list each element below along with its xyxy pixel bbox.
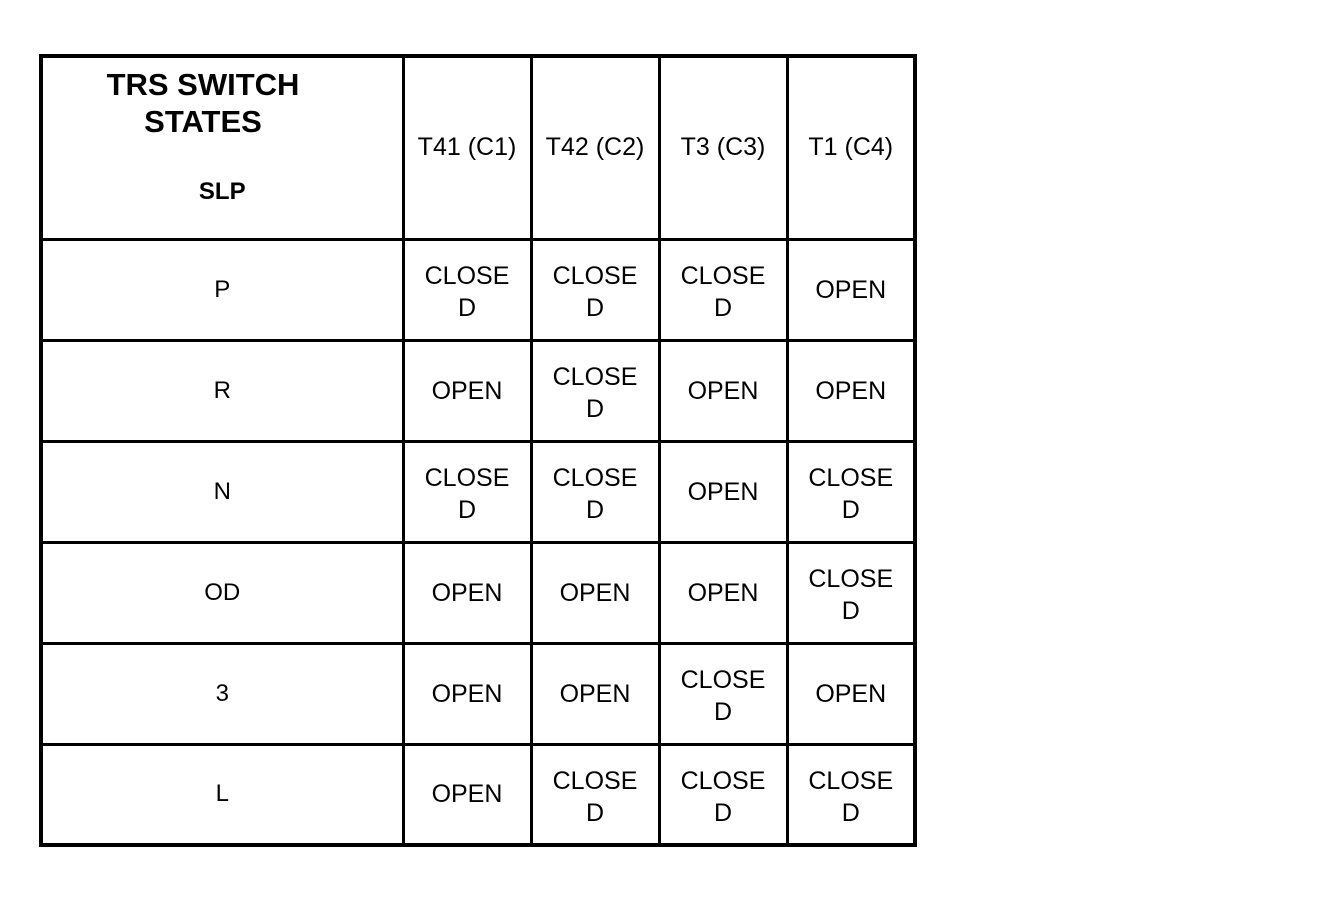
switch-state-text: OPEN [559,578,631,607]
slp-cell: L [41,744,403,845]
switch-state-text: OPEN [687,376,759,405]
switch-state-cell [403,643,531,744]
table-header-row [41,56,915,239]
switch-state-text: CLOSE D [680,766,766,827]
switch-state-text: OPEN [815,275,887,304]
switch-state-cell [659,643,787,744]
table-row [41,340,915,441]
switch-state-text: OPEN [687,578,759,607]
switch-state-text: CLOSE D [424,262,510,322]
switch-state-text: CLOSE D [808,766,894,827]
switch-state-cell [531,340,659,441]
switch-state-cell [659,239,787,340]
switch-state-text: OPEN [687,477,759,506]
table-title: TRS SWITCH STATES [106,67,300,139]
switch-state-cell [659,744,787,845]
slp-cell: P [41,239,403,340]
switch-state-cell [787,542,915,643]
switch-state-cell [787,744,915,845]
column-header-t3: T3 (C3) [659,56,787,239]
switch-state-cell [531,542,659,643]
slp-column-label: SLP [198,178,246,205]
slp-cell: N [41,441,403,542]
switch-state-text: CLOSE D [552,766,638,827]
switch-state-text: OPEN [431,578,503,607]
switch-state-text: CLOSE D [552,363,638,423]
corner-header-cell [41,56,403,239]
table-row [41,239,915,340]
switch-state-cell [531,643,659,744]
switch-state-cell [787,340,915,441]
switch-state-cell [403,441,531,542]
switch-state-text: OPEN [815,679,887,708]
switch-state-cell [403,542,531,643]
switch-state-text: OPEN [559,679,631,708]
switch-state-text: CLOSE D [808,464,894,524]
column-header-t41: T41 (C1) [403,56,531,239]
column-header-t42: T42 (C2) [531,56,659,239]
switch-state-cell [659,542,787,643]
switch-state-cell [403,744,531,845]
switch-state-text: OPEN [815,376,887,405]
trs-switch-states-table [39,54,917,847]
trs-switch-table-container [39,54,917,847]
switch-state-cell [659,340,787,441]
switch-state-text: OPEN [431,679,503,708]
switch-state-text: CLOSE D [680,666,766,726]
table-row [41,643,915,744]
switch-state-text: CLOSE D [680,262,766,322]
table-row [41,744,915,845]
switch-state-cell [531,239,659,340]
switch-state-cell [403,239,531,340]
slp-cell: 3 [41,643,403,744]
switch-state-cell [787,643,915,744]
column-header-t1: T1 (C4) [787,56,915,239]
switch-state-text: CLOSE D [424,464,510,524]
slp-cell: OD [41,542,403,643]
table-row [41,542,915,643]
switch-state-text: CLOSE D [552,464,638,524]
switch-state-cell [659,441,787,542]
slp-cell: R [41,340,403,441]
switch-state-text: OPEN [431,780,503,809]
table-row [41,441,915,542]
switch-state-cell [787,239,915,340]
switch-state-cell [531,744,659,845]
switch-state-cell [531,441,659,542]
switch-state-text: CLOSE D [808,565,894,625]
switch-state-text: CLOSE D [552,262,638,322]
switch-state-cell [787,441,915,542]
switch-state-text: OPEN [431,376,503,405]
switch-state-cell [403,340,531,441]
